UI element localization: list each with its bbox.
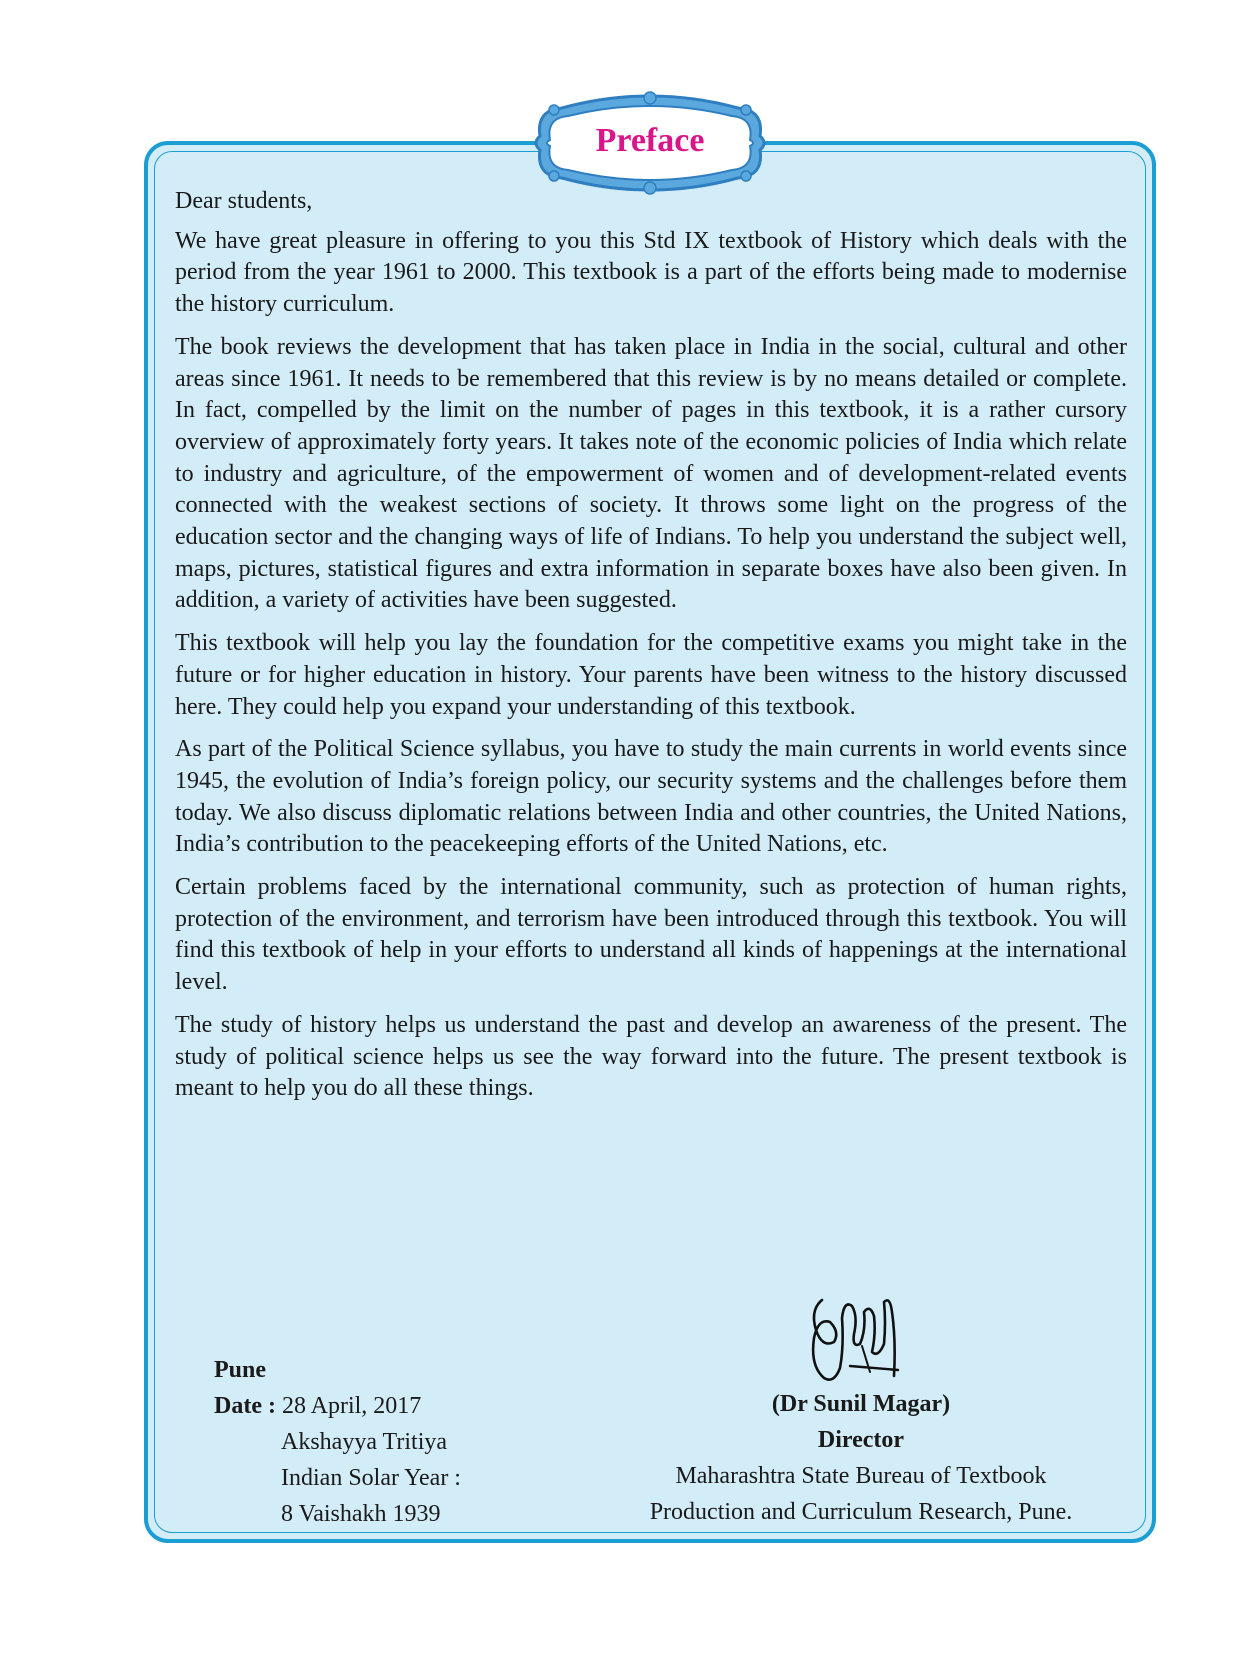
signatory-designation: Director — [817, 1427, 905, 1453]
date-label: Date : — [214, 1393, 276, 1419]
signatory-name: (Dr Sunil Magar) — [771, 1391, 951, 1417]
date-line-4: 8 Vaishakh 1939 — [281, 1501, 441, 1527]
paragraph-1: We have great pleasure in offering to you this Std IX textbook of History which deals with the period from the year 1961 to 2000. This textbook is a part of the efforts being made to modernise the history curriculum. — [175, 227, 1127, 318]
place-date-block — [214, 1352, 461, 1532]
date-line — [214, 1388, 461, 1424]
page-title: Preface — [595, 122, 705, 159]
signature-icon — [800, 1282, 910, 1392]
signatory-org-line2: Production and Curriculum Research, Pune. — [649, 1499, 1073, 1525]
greeting: Dear students, — [175, 188, 313, 214]
signatory-org-line1: Maharashtra State Bureau of Textbook — [675, 1463, 1047, 1489]
preface-body — [175, 186, 1127, 1116]
paragraph-6: The study of history helps us understand the past and develop an awareness of the present. The study of political science helps us see the way forward into the future. The present textbook is meant to help you do all these things. — [175, 1011, 1127, 1102]
date-line-3: Indian Solar Year : — [281, 1465, 461, 1491]
paragraph-3: This textbook will help you lay the foundation for the competitive exams you might take in the future or for higher education in history. Your parents have been witness to the history discussed here. They could help you expand your understanding of this textbook. — [175, 630, 1127, 720]
paragraph-5: Certain problems faced by the international community, such as protection of human rights, protection of the environment, and terrorism have been introduced through this textbook. You will find this textbook of help in your efforts to understand all kinds of happenings at the international level. — [175, 874, 1127, 996]
date-value: 28 April, 2017 — [281, 1393, 422, 1419]
date-line-2: Akshayya Tritiya — [281, 1429, 448, 1455]
title-plaque — [532, 88, 768, 198]
signatory-block — [600, 1386, 1122, 1530]
place: Pune — [214, 1357, 267, 1383]
paragraph-2: The book reviews the development that has taken place in India in the social, cultural and other areas since 1961. It needs to be remembered that this review is by no means detailed or complete. In fact, compelled by the limit on the number of pages in this textbook, it is a rather cursory overview of approximately forty years. It takes note of the economic policies of India which relate to industry and agriculture, of the empowerment of women and of development-related events connected with the weakest sections of society. It throws some light on the progress of the education sector and the changing ways of life of Indians. To help you understand the subject well, maps, pictures, statistical figures and extra information in separate boxes have also been given. In addition, a variety of activities have been suggested. — [175, 333, 1127, 614]
paragraph-4: As part of the Political Science syllabus, you have to study the main currents in world events since 1945, the evolution of India’s foreign policy, our security systems and the challenges before them today. We also discuss diplomatic relations between India and other countries, the United Nations, India’s contribution to the peacekeeping efforts of the United Nations, etc. — [175, 736, 1127, 858]
